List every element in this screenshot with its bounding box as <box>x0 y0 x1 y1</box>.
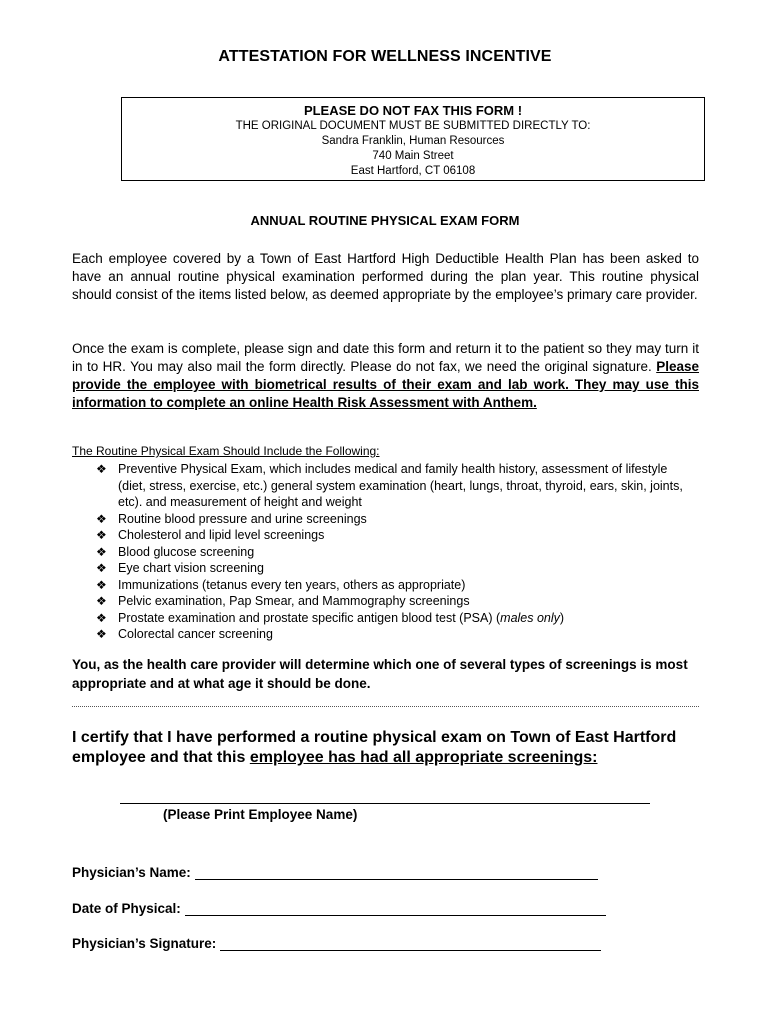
date-of-physical-label: Date of Physical: <box>72 901 181 916</box>
notice-line-street: 740 Main Street <box>372 150 454 162</box>
diamond-bullet-icon: ❖ <box>96 528 107 542</box>
appropriate-screenings-underlined: employee has had all appropriate screenings: <box>249 749 598 766</box>
physician-signature-label: Physician’s Signature: <box>72 936 217 951</box>
list-item: ❖ Blood glucose screening <box>96 544 255 559</box>
list-item: ❖ Preventive Physical Exam, which includes medical and family health history, assessment of lifestyle (diet, stress, exercise, etc.) general system examination (heart, lungs, throat, thyroid, ears, skin, joints, etc). and measurement of height and weight <box>96 462 683 509</box>
list-item: ❖ Colorectal cancer screening <box>96 627 273 641</box>
diamond-bullet-icon: ❖ <box>96 462 107 476</box>
list-item: ❖ Routine blood pressure and urine screenings <box>96 511 367 526</box>
diamond-bullet-icon: ❖ <box>96 577 107 592</box>
instructions-text: Once the exam is complete, please sign and date this form and return it to the patient so they may turn it in to HR. You may also mail the form directly. Please do not fax, we need the original signature. <box>72 341 699 374</box>
diamond-bullet-icon: ❖ <box>96 610 107 625</box>
physician-signature-field[interactable] <box>220 935 601 951</box>
notice-line-submit: THE ORIGINAL DOCUMENT MUST BE SUBMITTED DIRECTLY TO: <box>235 120 591 132</box>
list-item: ❖ Eye chart vision screening <box>96 561 264 575</box>
no-fax-headline: PLEASE DO NOT FAX THIS FORM ! <box>303 103 523 118</box>
employee-name-caption: (Please Print Employee Name) <box>163 807 358 822</box>
no-fax-notice-box <box>121 97 705 181</box>
physician-name-field[interactable] <box>195 864 598 880</box>
diamond-bullet-icon: ❖ <box>96 544 107 559</box>
checklist-heading: The Routine Physical Exam Should Include the Following: <box>72 444 380 458</box>
diamond-bullet-icon: ❖ <box>96 561 107 575</box>
date-of-physical-row <box>72 896 606 916</box>
physician-name-row <box>72 860 598 880</box>
diamond-bullet-icon: ❖ <box>96 627 107 641</box>
intro-paragraph: Each employee covered by a Town of East Hartford High Deductible Health Plan has been asked to have an annual routine physical examination performed during the plan year. This routine physical should consist of the items listed below, as deemed appropriate by the employee’s primary care provider. <box>72 251 699 302</box>
physician-name-label: Physician’s Name: <box>72 865 191 880</box>
diamond-bullet-icon: ❖ <box>96 511 107 526</box>
physician-signature-row <box>72 931 601 951</box>
document-title: ATTESTATION FOR WELLNESS INCENTIVE <box>218 48 552 65</box>
notice-line-city: East Hartford, CT 06108 <box>350 165 476 177</box>
biometric-emphasis: Please provide the employee with biometrical results of their exam and lab work. They may use this information to complete an online Health Risk Assessment with Anthem. <box>72 359 699 410</box>
diamond-bullet-icon: ❖ <box>96 594 107 608</box>
instructions-paragraph <box>72 340 699 412</box>
provider-discretion-note: You, as the health care provider will determine which one of several types of screenings is most appropriate and at what age it should be done. <box>72 657 688 691</box>
males-only-note: males only <box>500 610 560 625</box>
exam-checklist <box>96 461 696 643</box>
form-title: ANNUAL ROUTINE PHYSICAL EXAM FORM <box>250 213 520 228</box>
list-item: ❖ Cholesterol and lipid level screenings <box>96 528 325 542</box>
employee-name-field[interactable] <box>120 789 650 804</box>
certification-statement: I certify that I have performed a routine physical exam on Town of East Hartford employee and that this employee has had all appropriate screenings: <box>72 729 677 766</box>
list-item: ❖ Pelvic examination, Pap Smear, and Mammography screenings <box>96 594 470 608</box>
notice-line-recipient: Sandra Franklin, Human Resources <box>321 135 505 147</box>
list-item: ❖ Prostate examination and prostate specific antigen blood test (PSA) (males only) <box>96 610 565 625</box>
list-item: ❖ Immunizations (tetanus every ten years, others as appropriate) <box>96 577 466 592</box>
section-divider <box>72 706 699 707</box>
date-of-physical-field[interactable] <box>185 900 606 916</box>
